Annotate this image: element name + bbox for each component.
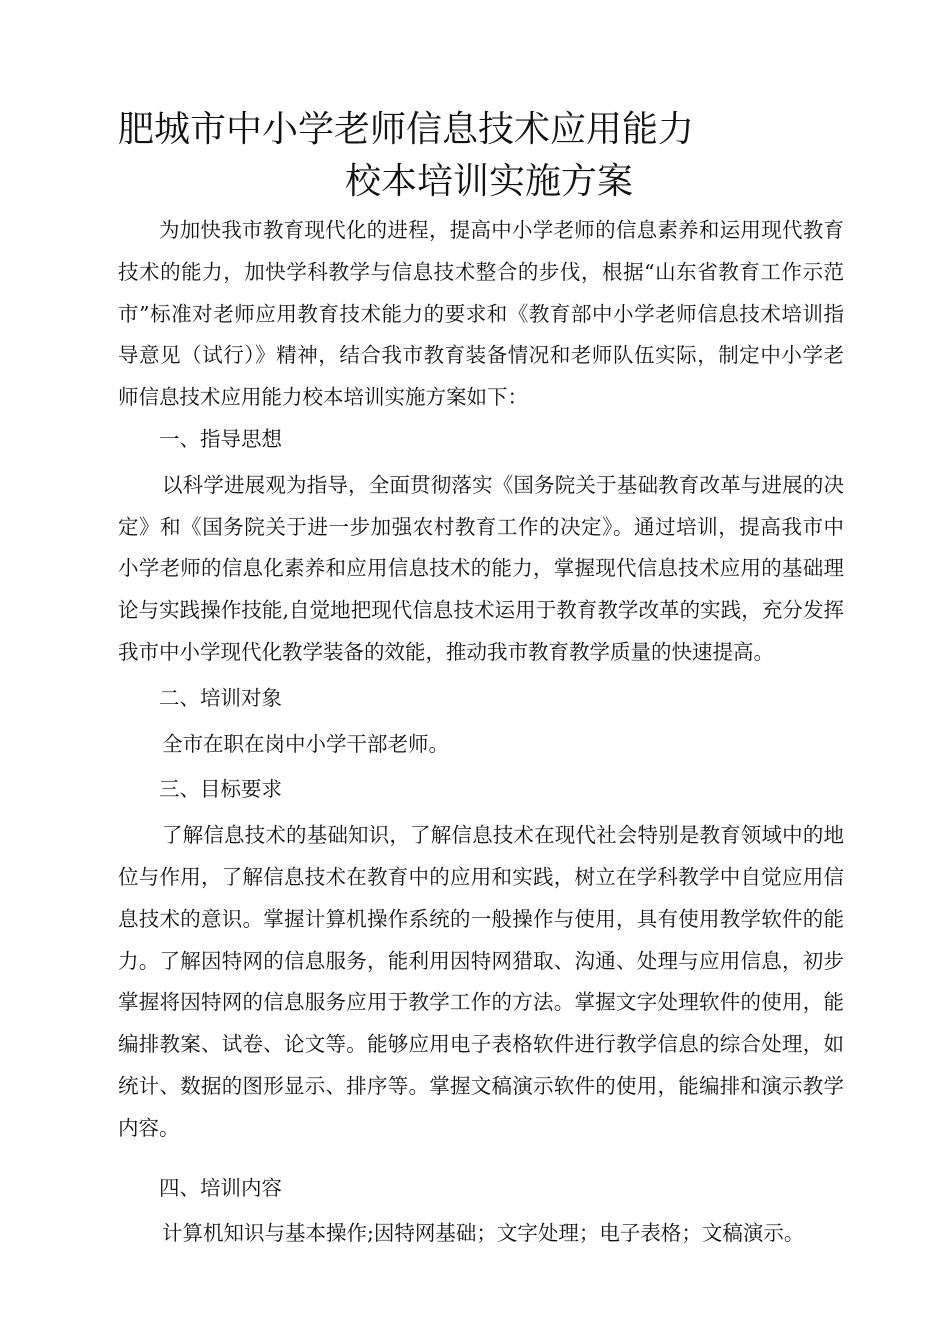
document-title-line-1: 肥城市中小学老师信息技术应用能力 <box>118 109 695 150</box>
section-heading-training-content: 四、培训内容 <box>159 1175 282 1200</box>
document-title-line-2: 校本培训实施方案 <box>345 161 634 202</box>
section-heading-goals: 三、目标要求 <box>159 777 282 802</box>
intro-paragraph: 为加快我市教育现代化的进程，提高中小学老师的信息素养和运用现代教育技术的能力，加快学科教学与信息技术整合的步伐，根据“山东省教育工作示范市”标准对老师应用教育技术能力的要求和《教育部中小学老师信息技术培训指导意见（试行）》精神，结合我市教育装备情况和老师队伍实际，制定中小学老师信息技术应用能力校本培训实施方案如下： <box>118 218 844 410</box>
section-body-training-content: 计算机知识与基本操作;因特网基础；文字处理；电子表格；文稿演示。 <box>162 1221 805 1246</box>
document-body <box>118 210 844 1255</box>
section-body-training-target: 全市在职在岗中小学干部老师。 <box>162 731 449 756</box>
section-body-goals: 了解信息技术的基础知识，了解信息技术在现代社会特别是教育领域中的地位与作用，了解信息技术在教育中的应用和实践，树立在学科教学中自觉应用信息技术的意识。掌握计算机操作系统的一般操作与使用，具有使用教学软件的能力。了解因特网的信息服务，能利用因特网猎取、沟通、处理与应用信息，初步掌握将因特网的信息服务应用于教学工作的方法。掌握文字处理软件的使用，能编排教案、试卷、论文等。能够应用电子表格软件进行教学信息的综合处理，如统计、数据的图形显示、排序等。掌握文稿演示软件的使用，能编排和演示教学内容。 <box>118 823 844 1140</box>
section-heading-guiding-ideology: 一、指导思想 <box>159 426 282 451</box>
section-body-guiding-ideology: 以科学进展观为指导，全面贯彻落实《国务院关于基础教育改革与进展的决定》和《国务院关于进一步加强农村教育工作的决定》。通过培训，提高我市中小学老师的信息化素养和应用信息技术的能力，掌握现代信息技术应用的基础理论与实践操作技能,自觉地把现代信息技术运用于教育教学改革的实践，充分发挥我市中小学现代化教学装备的效能，推动我市教育教学质量的快速提高。 <box>118 472 844 664</box>
section-heading-training-target: 二、培训对象 <box>159 685 282 710</box>
